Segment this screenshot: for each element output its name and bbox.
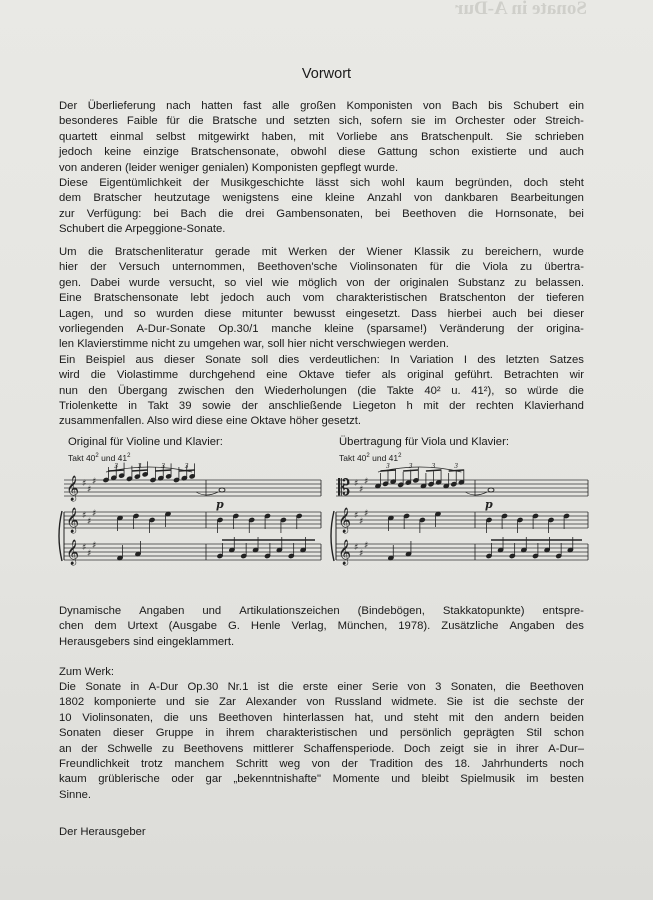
text-line: Herausgebers sind eingeklammert. — [59, 635, 235, 648]
triplet-mark: 3 — [385, 463, 390, 470]
sharp-sign: ♯ — [82, 479, 87, 489]
text-line: Die Sonate in A-Dur Op.30 Nr.1 ist die erste einer Serie von 3 Sonaten, die Beethoven — [59, 681, 584, 693]
sharp-sign: ♯ — [364, 541, 369, 551]
text-line: 10 Violinsonaten, die uns Beethoven hinterlassen hat, und steht mit den andern beiden — [59, 711, 584, 724]
triplet-mark: 3 — [137, 463, 142, 470]
text-line: vorliegenden A-Dur-Sonate Op.30/1 manche kleine (sparsame!) Veränderung der origina- — [59, 322, 584, 335]
sharp-sign: ♯ — [82, 543, 87, 553]
signature: Der Herausgeber — [59, 826, 146, 838]
sharp-sign: ♯ — [359, 485, 364, 495]
example-right-takt: Takt $40^2$ und $41^2$ — [339, 453, 402, 463]
note-head — [219, 488, 225, 492]
music-example-original — [60, 463, 325, 590]
sharp-sign: ♯ — [359, 517, 364, 527]
text-line: jedoch keine einzige Bratschensonate, obwohl diese Gattung schon existierte und auch — [59, 146, 584, 159]
beam — [108, 470, 124, 471]
example-right-caption: Übertragung für Viola und Klavier: — [339, 436, 509, 448]
text-line: dem Bratscher heutzutage wenigstens eine kleine Anzahl von dankbaren Bearbeitungen — [59, 192, 584, 205]
paragraph-intro — [59, 99, 584, 238]
sharp-sign: ♯ — [354, 511, 359, 521]
note-head — [488, 488, 494, 492]
beam — [132, 470, 148, 471]
text-line: wird die Violastimme durchgehend eine Oktave tiefer als original geführt. Betrachten wir — [59, 369, 584, 382]
dynamic-marking: p — [485, 498, 493, 511]
sharp-sign: ♯ — [92, 477, 97, 487]
text-line: nun den Übergang zwischen den Wiederholungen (die Takte 40² u. 41²), so würde die — [59, 384, 584, 397]
triplet-mark: 3 — [431, 463, 436, 470]
text-line: 1802 komponierte und sie Zar Alexander von Russland widmete. Sie ist die sechste der — [59, 696, 584, 709]
sharp-sign: ♯ — [354, 479, 359, 489]
beam — [449, 470, 464, 471]
page-title: Vorwort — [301, 66, 352, 82]
example-left-takt: Takt $40^2$ und $41^2$ — [68, 453, 131, 463]
text-line: zusammenfallen. Also wird diese eine Oktave höher gesetzt. — [59, 415, 362, 428]
beam — [426, 470, 441, 471]
text-line: quartett einmal selbst mitgewirkt haben, mit Vorliebe ans Bratschenpult. Sie schrieben — [59, 130, 584, 143]
text-line: Lagen, und so wurden diese mitunter bewusst eingesetzt. Dass hierbei auch bei dieser — [59, 307, 584, 320]
text-line: Sonaten dieser Gruppe in ihrem charakteristischen und persönlich geprägten Stil schon — [59, 727, 584, 740]
triplet-mark: 3 — [408, 463, 413, 470]
text-line: gen. Dabei wurde versucht, so viel wie möglich von der originalen Substanz zu belassen. — [59, 276, 584, 289]
sharp-sign: ♯ — [87, 485, 92, 495]
bleed-through-text: Sonate in A-Dur — [455, 0, 587, 19]
triplet-mark: 3 — [114, 463, 119, 470]
beam — [403, 470, 418, 471]
text-line: hier der Versuch unternommen, Beethoven'sche Violinsonaten für die Viola zu übertra- — [59, 261, 584, 274]
triplet-mark: 3 — [161, 463, 166, 470]
paragraph-dynamics — [59, 604, 584, 650]
sharp-sign: ♯ — [82, 511, 87, 521]
text-line: an der Schwelle zu Beethovens mittlerer Schaffensperiode. Doch zeigt sie in ihrer A-Dur– — [59, 742, 584, 755]
brace — [59, 511, 62, 561]
text-line: von anderen (leider weniger genialen) Komponisten gepflegt wurde. — [59, 161, 399, 174]
text-line: Freundlichkeit trotz manchem Schritt weg von der Tradition des 18. Jahrhunderts noch — [59, 757, 584, 770]
sharp-sign: ♯ — [87, 517, 92, 527]
text-line: Diese Eigentümlichkeit der Musikgeschichte lässt sich wohl kaum begründen, doch steht — [59, 176, 584, 189]
zum-werk-heading: Zum Werk: — [59, 666, 115, 678]
text-line: Dynamische Angaben und Artikulationszeichen (Bindebögen, Stakkatopunkte) entspre- — [59, 605, 584, 617]
clef: 𝄞 — [66, 508, 80, 533]
text-line: Triolenkette in Takt 39 sowie der anschließende Liegeton h mit der rechten Klavierhand — [59, 399, 584, 412]
beam — [155, 470, 171, 471]
sharp-sign: ♯ — [92, 509, 97, 519]
text-line: chen dem Urtext (Ausgabe G. Henle Verlag, München, 1978). Zusätzliche Angaben des — [59, 620, 584, 633]
text-line: Eine Bratschensonate lebt jedoch auch vom charakteristischen Bratschenton der tieferen — [59, 292, 584, 305]
example-left-caption: Original für Violine und Klavier: — [68, 436, 223, 448]
text-line: Schubert die Arpeggione-Sonate. — [59, 223, 226, 236]
tie — [465, 492, 487, 495]
text-line: Um die Bratschenliteratur gerade mit Werken der Wiener Klassik zu bereichern, wurde — [59, 246, 584, 258]
text-line: Sinne. — [59, 788, 92, 801]
sharp-sign: ♯ — [87, 549, 92, 559]
brace — [331, 511, 334, 561]
triplet-mark: 3 — [184, 463, 189, 470]
sharp-sign: ♯ — [359, 549, 364, 559]
clef: 𝄞 — [338, 508, 352, 533]
sharp-sign: ♯ — [364, 477, 369, 487]
text-line: kaum grüblerische oder gar „bekenntnishafte" Momente und bleibt Spielmusik im besten — [59, 773, 584, 786]
clef: 𝄞 — [66, 540, 80, 565]
text-line: besonderes Faible für die Bratsche und setzten sich, sofern sie im Orchester oder Streich- — [59, 115, 584, 128]
clef: 𝄞 — [66, 476, 80, 501]
clef: 𝄞 — [338, 540, 352, 565]
paragraph-zum-werk — [59, 680, 584, 803]
sharp-sign: ♯ — [364, 509, 369, 519]
dynamic-marking: p — [216, 498, 224, 511]
beam — [380, 470, 395, 471]
sharp-sign: ♯ — [354, 543, 359, 553]
beam — [179, 470, 195, 471]
text-line: Der Überlieferung nach hatten fast alle großen Komponisten von Bach bis Schubert ein — [59, 100, 584, 112]
paragraph-method — [59, 245, 584, 430]
zum-werk-section — [59, 665, 584, 680]
music-example-transcription — [332, 463, 592, 590]
triplet-mark: 3 — [454, 463, 459, 470]
sharp-sign: ♯ — [92, 541, 97, 551]
text-line: len Klavierstimme nicht zu umgehen war, soll hier nicht verschwiegen werden. — [59, 338, 449, 351]
text-line: Ein Beispiel aus dieser Sonate soll dies verdeutlichen: In Variation I des letzten Satzes — [59, 353, 584, 366]
clef: 𝄡 — [338, 476, 351, 501]
text-line: zur Verfügung: bei Bach die drei Gambensonaten, bei Beethoven die Hornsonate, bei — [59, 207, 584, 220]
tie — [196, 492, 218, 495]
